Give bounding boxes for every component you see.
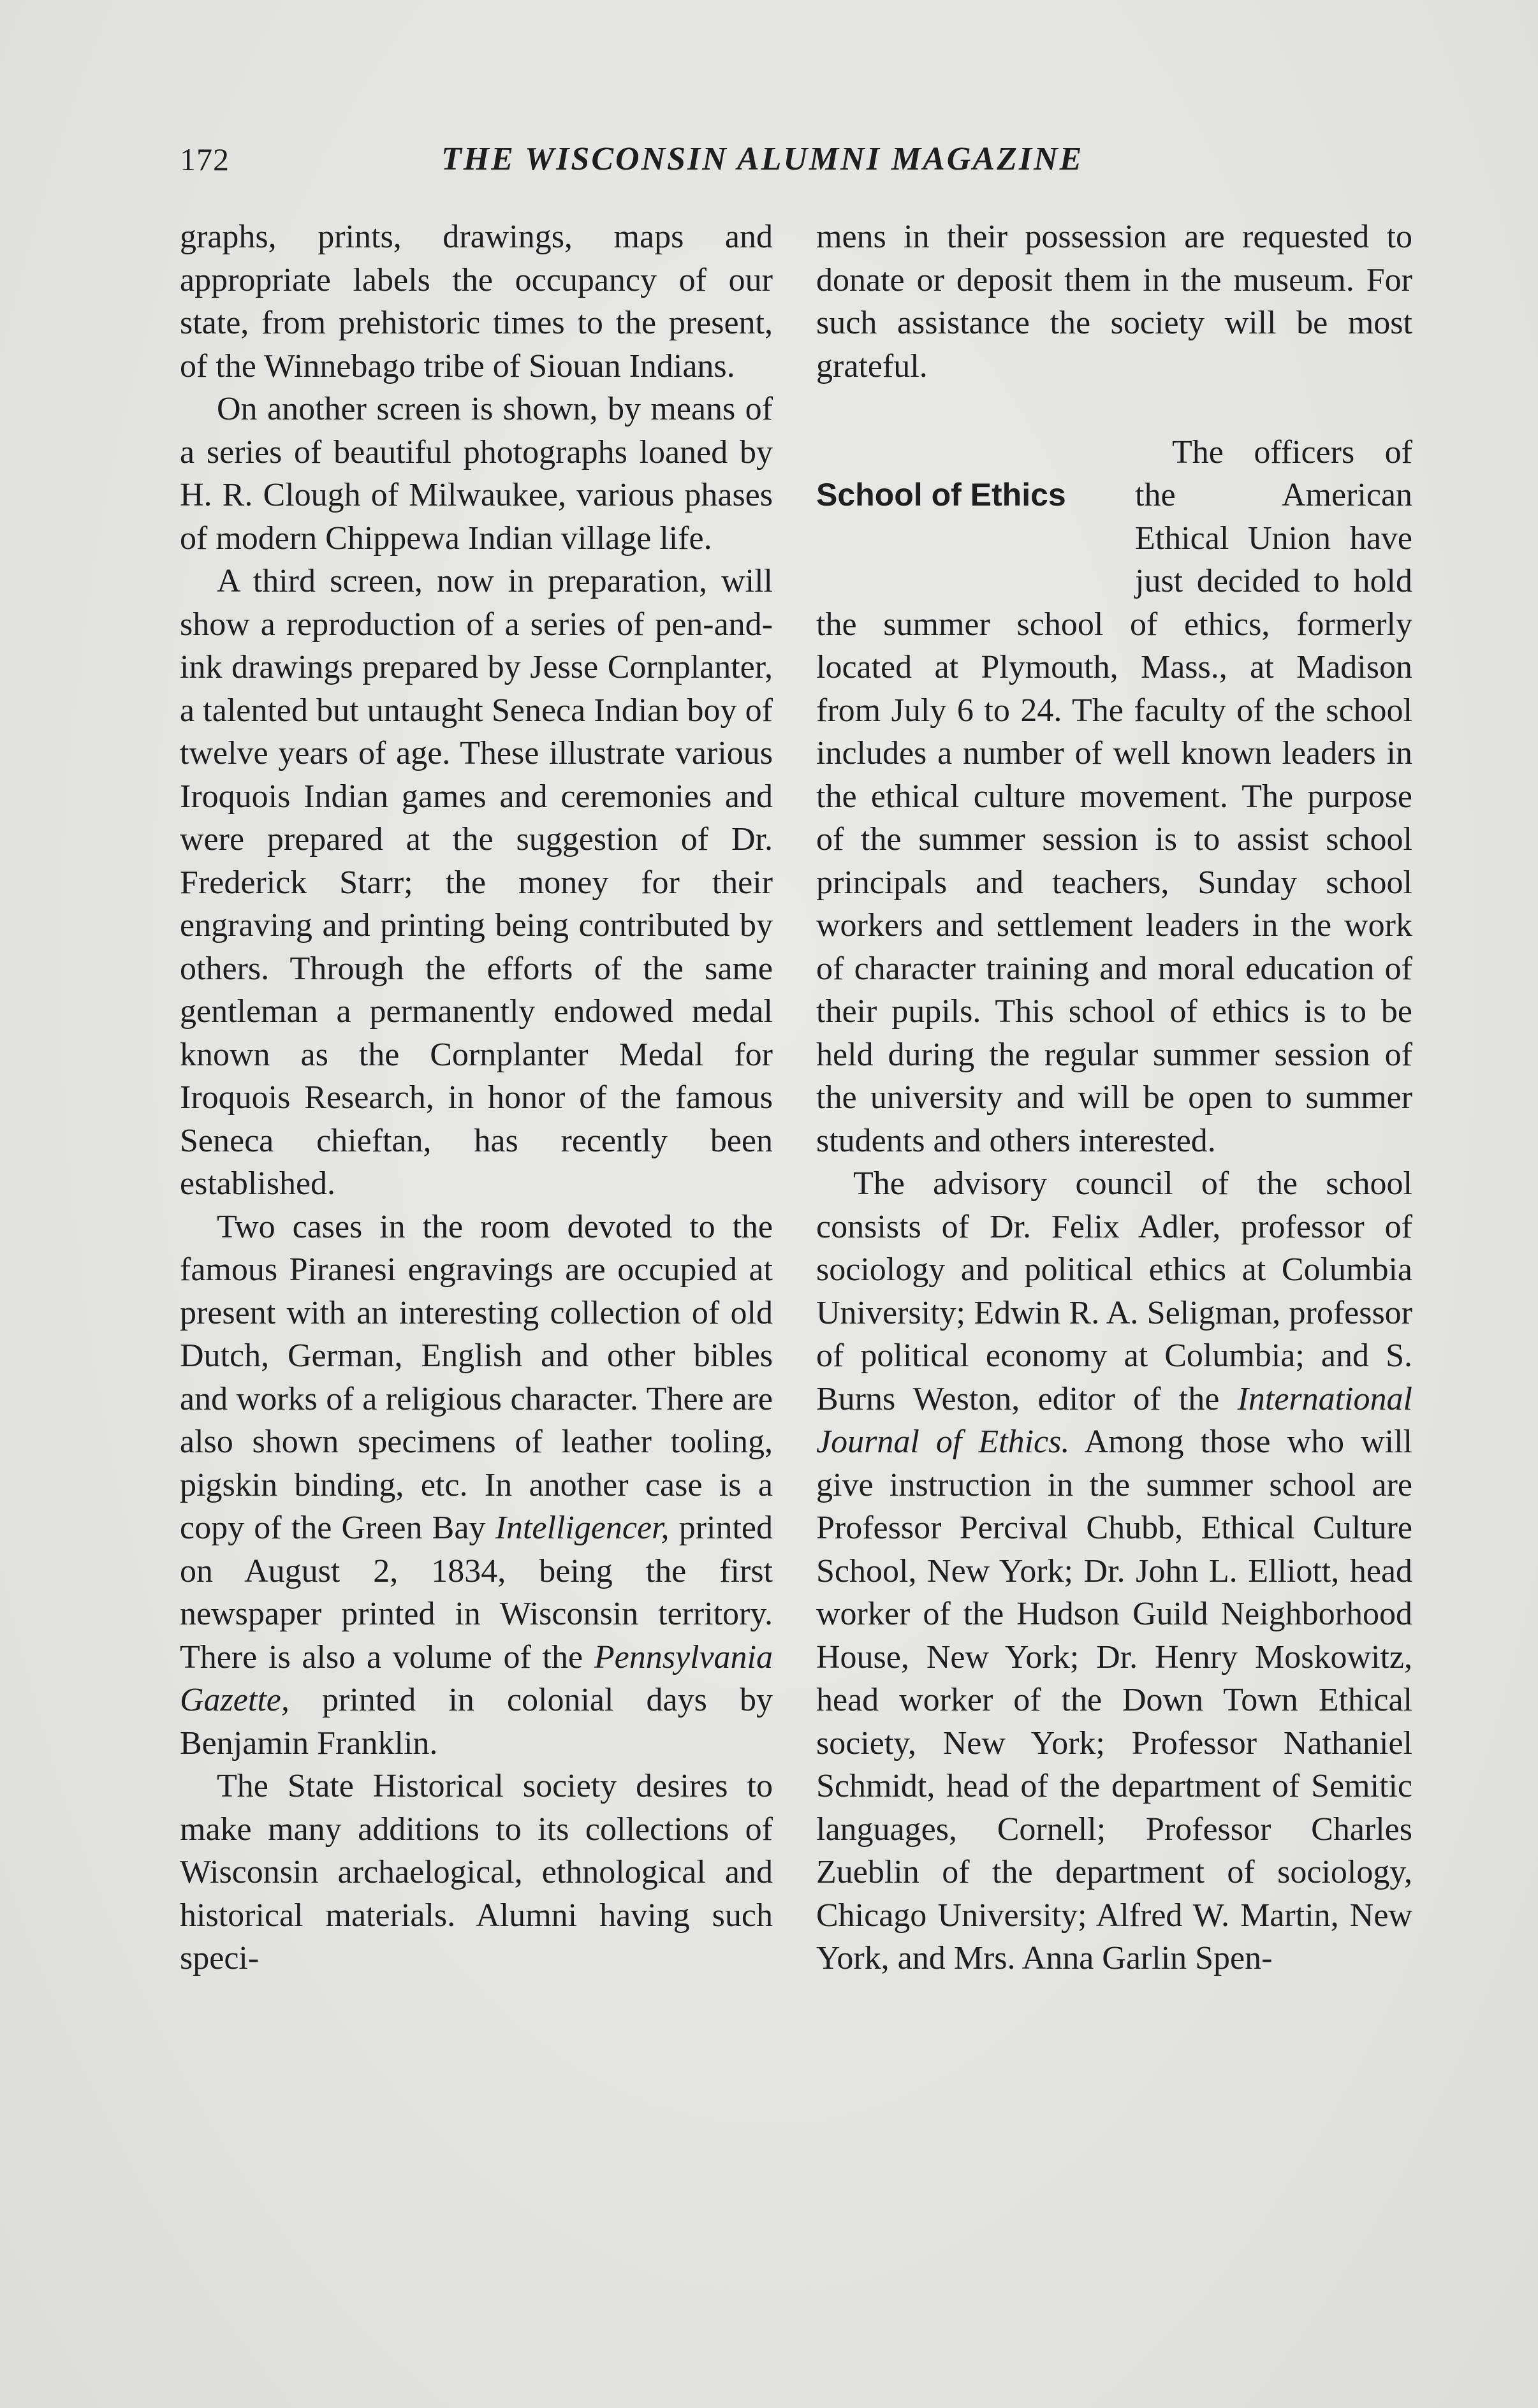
right-paragraph-2-text: The officers of the American Ethical Union have just decided to hold the summer school of ethics, formerly located at Plymouth, Mass., at Madison from July 6 to 24. The faculty of the school includes a number of well known leaders in the ethical culture movement. The purpose of the summer session is to assist school principals and teachers, Sunday school workers and settlement leaders in the work of character training and moral education of their pupils. This school of ethics is to be held during the regular summer session of the university and will be open to summer students and others interested. (816, 434, 1412, 1159)
right-paragraph-1: mens in their possession are requested to donate or deposit them in the museum. For such assistance the society will be most grateful. (816, 219, 1412, 384)
section-spacer (816, 388, 1412, 431)
intelligencer-title: Intelligencer, (495, 1510, 670, 1546)
left-paragraph-3: A third screen, now in preparation, will show a reproduction of a series of pen-and-ink drawings prepared by Jesse Cornplanter, a talented but untaught Seneca Indian boy of twelve years of age. These illustrate various Iroquois Indian games and ceremonies and were prepared at the suggestion of Dr. Frederick Starr; the money for their engraving and printing being contributed by others. Through the efforts of the same gentleman a permanently endowed medal known as the Cornplanter Medal for Iroquois Research, in honor of the famous Seneca chieftan, has recently been established. (180, 563, 773, 1202)
left-paragraph-5: The State Historical society desires to make many additions to its collections of Wisconsin archaelogical, ethnological and historical materials. Alumni having such speci- (180, 1768, 773, 1976)
right-paragraph-3 (816, 1162, 1412, 1980)
pennsylvania-gazette-title: Pennsylvania Gazette, (180, 1638, 773, 1718)
page-header (180, 134, 1414, 185)
left-paragraph-1: graphs, prints, drawings, maps and appropriate labels the occupancy of our state, from prehistoric times to the present, of the Winnebago tribe of Siouan Indians. (180, 219, 773, 384)
page-number: 172 (180, 142, 230, 177)
left-paragraph-2: On another screen is shown, by means of a series of beautiful photographs loaned by H. R. Clough of Milwaukee, various phases of modern Chippewa Indian village life. (180, 391, 773, 557)
left-column (180, 215, 773, 1980)
right-paragraph-3-text-a: The advisory council of the school consists of Dr. Felix Adler, professor of sociology and political ethics at Columbia University; Edwin R. A. Seligman, professor of political economy at Columbia; and S. Burns Weston, editor of the (816, 1165, 1412, 1417)
right-paragraph-2 (816, 431, 1412, 1163)
left-paragraph-4 (180, 1206, 773, 1765)
left-paragraph-4-text-a: Two cases in the room devoted to the famous Piranesi engravings are occupied at present with an interesting collection of old Dutch, German, English and other bibles and works of a religious character. There are also shown specimens of leather tooling, pigskin binding, etc. In another case is a copy of the Green Bay (180, 1208, 773, 1546)
right-paragraph-3-text-b: Among those who will give instruction in the summer school are Professor Percival Chubb, Ethical Culture School, New York; Dr. John L. Elliott, head worker of the Hudson Guild Neighborhood House, New York; Dr. Henry Moskowitz, head worker of the Down Town Ethical society, New York; Professor Nathaniel Schmidt, head of the department of Semitic languages, Cornell; Professor Charles Zueblin of the department of sociology, Chicago University; Alfred W. Martin, New York, and Mrs. Anna Garlin Spen- (816, 1424, 1412, 1976)
right-column (816, 215, 1412, 1980)
section-sidehead: School of Ethics (816, 477, 1066, 513)
left-paragraph-4-text-b: printed on August 2, 1834, being the first newspaper printed in Wisconsin territory. There is also a volume of the (180, 1510, 773, 1675)
left-paragraph-4-text-c: printed in colonial days by Benjamin Franklin. (180, 1682, 773, 1762)
magazine-title: THE WISCONSIN ALUMNI MAGAZINE (441, 141, 1084, 177)
journal-title: International Journal of Ethics. (816, 1380, 1412, 1460)
